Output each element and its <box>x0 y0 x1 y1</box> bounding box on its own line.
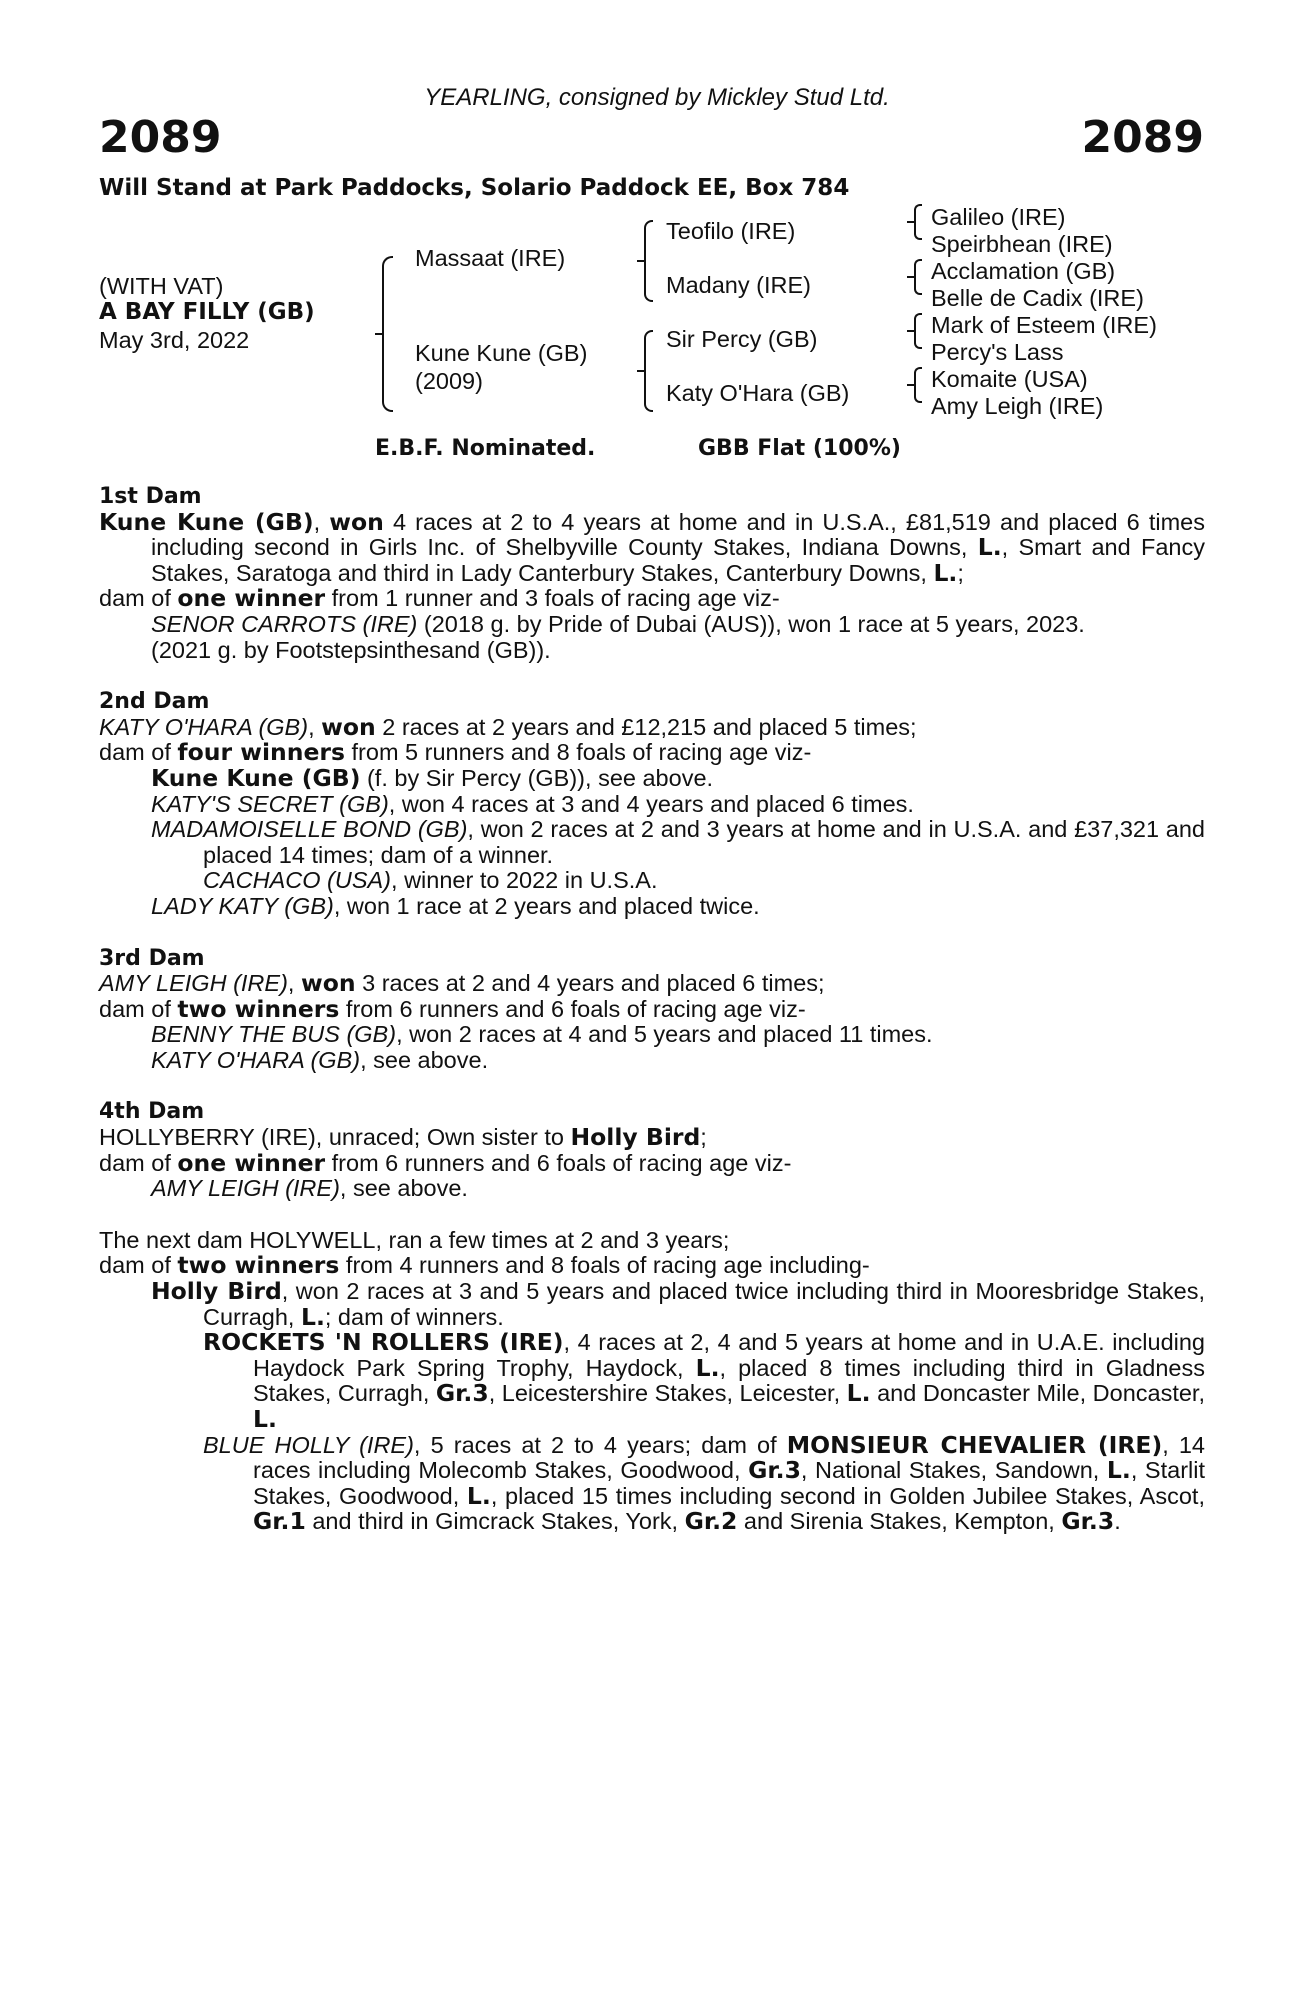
dam4-record <box>99 1125 1205 1151</box>
brace-dam <box>644 330 653 412</box>
g-8: Amy Leigh (IRE) <box>931 393 1104 419</box>
dam1-record-text-a: 4 races at 2 to 4 years at home and in U.S.A., £81,519 and placed 6 times including second in Girls Inc. of Shelbyville County Stakes, Indiana Downs, <box>151 508 1205 561</box>
dam2-record: KATY O'HARA (GB), won 2 races at 2 years and £12,215 and placed 5 times; <box>99 712 917 741</box>
dam4-runners: from 6 runners and 6 foals of racing age viz- <box>325 1149 792 1176</box>
blue-holly-name: BLUE HOLLY (IRE) <box>203 1431 414 1458</box>
g-6: Percy's Lass <box>931 339 1064 365</box>
ebf-note: E.B.F. Nominated. <box>375 436 596 461</box>
g-4: Belle de Cadix (IRE) <box>931 285 1144 311</box>
dam4-produce-1-text: , see above. <box>339 1175 468 1202</box>
dam2-heading: 2nd Dam <box>99 689 210 715</box>
g-7: Komaite (USA) <box>931 366 1088 392</box>
dam-of-label: dam of <box>99 1252 178 1279</box>
dam-of-label: dam of <box>99 585 178 612</box>
next-dam-winners: two winners <box>177 1251 340 1280</box>
dam4-produce-1 <box>99 1176 1205 1202</box>
dam1-won: won <box>329 507 384 536</box>
brace-gen1 <box>382 256 393 412</box>
mc-text-1: , 14 races including Molecomb Stakes, Goodwood, <box>253 1431 1205 1484</box>
dam4-produce-1-name: AMY LEIGH (IRE) <box>151 1175 340 1202</box>
dam3-record-text: 3 races at 2 and 4 years and placed 6 times; <box>355 970 825 997</box>
sire-dam: Madany (IRE) <box>666 272 811 298</box>
dam1-produce-summary <box>99 586 1205 612</box>
dam-sire: Sir Percy (GB) <box>666 326 818 352</box>
dam2-produce-2-name: KATY'S SECRET (GB) <box>151 790 389 817</box>
dam3-produce-summary <box>99 994 1205 1023</box>
dam4-sister: Holly Bird <box>570 1123 701 1152</box>
holly-bird-name: Holly Bird <box>151 1277 282 1306</box>
dam2-runners: from 5 runners and 8 foals of racing age viz- <box>345 739 812 766</box>
dam-of-label: dam of <box>99 739 178 766</box>
listed-badge: L. <box>300 1302 325 1331</box>
dam4-record-end: ; <box>700 1124 707 1151</box>
dam: Kune Kune (GB) <box>415 340 588 366</box>
mc-text-2: , National Stakes, Sandown, <box>800 1457 1107 1484</box>
dam3-produce-2-name: KATY O'HARA (GB) <box>151 1046 361 1073</box>
dam3-heading: 3rd Dam <box>99 945 205 971</box>
dam1-heading: 1st Dam <box>99 484 202 509</box>
listed-badge: L. <box>1106 1456 1131 1485</box>
bh-text-1: , 5 races at 2 to 4 years; dam of <box>413 1431 787 1458</box>
brace-g2 <box>914 259 922 295</box>
dam3-produce-1 <box>99 1022 1205 1048</box>
dam1-produce-1-name: SENOR CARROTS (IRE) <box>151 610 418 637</box>
dam2-produce-1 <box>99 763 1205 792</box>
dam3-produce-2-text: , see above. <box>360 1046 489 1073</box>
next-dam-runners: from 4 runners and 8 foals of racing age including- <box>339 1252 870 1279</box>
dam2-produce-3a <box>99 868 1205 894</box>
gbb-note: GBB Flat (100%) <box>698 436 901 461</box>
dam2-produce-4-name: LADY KATY (GB) <box>151 892 334 919</box>
dam3-produce-1-name: BENNY THE BUS (GB) <box>151 1021 397 1048</box>
dam3-record: AMY LEIGH (IRE), won 3 races at 2 and 4 years and placed 6 times; <box>99 969 825 998</box>
listed-badge: L. <box>466 1481 491 1510</box>
g-2: Speirbhean (IRE) <box>931 231 1113 257</box>
mc-text-5: and third in Gimcrack Stakes, York, <box>305 1508 685 1535</box>
horse-name: A BAY FILLY (GB) <box>99 299 315 325</box>
dam3-produce-2 <box>99 1048 1205 1074</box>
dam3-won: won <box>300 969 356 998</box>
dam4-winners: one winner <box>177 1148 326 1177</box>
g-5: Mark of Esteem (IRE) <box>931 312 1157 338</box>
rr-text-4: and Doncaster Mile, Doncaster, <box>870 1380 1205 1407</box>
listed-badge: L. <box>846 1379 871 1408</box>
mc-text-6: and Sirenia Stakes, Kempton, <box>737 1508 1062 1535</box>
listed-badge: L. <box>253 1405 277 1433</box>
consignor-line: YEARLING, consigned by Mickley Stud Ltd. <box>424 84 890 111</box>
next-dam-produce-summary <box>99 1253 1205 1279</box>
brace-g4 <box>914 367 922 403</box>
brace-g3 <box>914 313 922 349</box>
vat-note: (WITH VAT) <box>99 273 224 299</box>
dam1-record-text-b: , Smart and Fancy Stakes, Saratoga and third in Lady Canterbury Stakes, Canterbury Downs, <box>151 534 1206 586</box>
dam2-produce-1-name: Kune Kune (GB) <box>151 763 361 792</box>
dam2-name: KATY O'HARA (GB) <box>99 713 309 740</box>
dam1-name: Kune Kune (GB) <box>99 507 314 536</box>
dam1-record-text-c: ; <box>957 559 964 586</box>
dam1-runners: from 1 runner and 3 foals of racing age viz- <box>325 585 780 612</box>
dam3-produce-1-text: , won 2 races at 4 and 5 years and placed 11 times. <box>396 1021 933 1048</box>
group-badge: Gr.2 <box>684 1507 738 1536</box>
dam-of-label: dam of <box>99 995 178 1022</box>
dam4-heading: 4th Dam <box>99 1099 205 1125</box>
dam4-record-text: HOLLYBERRY (IRE), unraced; Own sister to <box>99 1124 571 1151</box>
holly-bird-end: ; dam of winners. <box>324 1303 504 1330</box>
dam2-produce-3a-name: CACHACO (USA) <box>203 867 392 894</box>
dam-year: (2009) <box>415 368 483 394</box>
sire: Massaat (IRE) <box>415 245 566 271</box>
dam2-produce-3-text: , won 2 races at 2 and 3 years at home and in U.S.A. and £37,321 and placed 14 times; dam of a winner. <box>203 816 1205 868</box>
dam1-produce-2: (2021 g. by Footstepsinthesand (GB)). <box>151 636 551 663</box>
dam1-produce-1-text: (2018 g. by Pride of Dubai (AUS)), won 1 race at 5 years, 2023. <box>417 610 1085 637</box>
dam2-won: won <box>321 712 376 741</box>
mc-text-4: , placed 15 times including second in Golden Jubilee Stakes, Ascot, <box>490 1482 1205 1509</box>
dam1-winners: one winner <box>177 584 326 613</box>
mc-end: . <box>1114 1508 1121 1535</box>
dam3-runners: from 6 runners and 6 foals of racing age viz- <box>339 995 806 1022</box>
rr-text-1: , 4 races at 2, 4 and 5 years at home and in U.A.E. including Haydock Park Spring Trophy, Haydock, <box>253 1329 1205 1381</box>
dam2-record-text: 2 races at 2 years and £12,215 and placed 5 times; <box>375 713 917 740</box>
rr-text-2: , placed 8 times including third in Gladness Stakes, Curragh, <box>253 1354 1205 1407</box>
dam2-produce-summary <box>99 740 1205 766</box>
group-badge: Gr.1 <box>253 1507 306 1536</box>
listed-badge: L. <box>933 558 958 587</box>
group-badge: Gr.3 <box>748 1456 801 1485</box>
listed-badge: L. <box>695 1353 720 1382</box>
dam1-produce-1 <box>99 612 1205 638</box>
holly-bird-text: , won 2 races at 3 and 5 years and placed twice including third in Mooresbridge Stakes, Curragh, <box>203 1278 1205 1330</box>
dam2-produce-2-text: , won 4 races at 3 and 4 years and placed 6 times. <box>388 790 914 817</box>
dam2-produce-2 <box>99 792 1205 818</box>
g-1: Galileo (IRE) <box>931 204 1066 230</box>
dam3-winners: two winners <box>177 994 340 1023</box>
dam2-produce-3a-text: , winner to 2022 in U.S.A. <box>391 867 658 894</box>
sire-sire: Teofilo (IRE) <box>666 218 796 244</box>
listed-badge: L. <box>977 533 1002 562</box>
dam3-name: AMY LEIGH (IRE) <box>99 970 288 997</box>
dam1-record: Kune Kune (GB), won 4 races at 2 to 4 years at home and in U.S.A., £81,519 and placed 6 times including second in Girls Inc. of Shelbyville County Stakes, Indiana Downs, L., Smart and Fancy Stakes, Saratoga and third in Lady Canterbury Stakes, Canterbury Downs, L.; <box>99 507 1206 587</box>
group-badge: Gr.3 <box>1061 1507 1115 1536</box>
lot-number-right: 2089 <box>1081 112 1204 163</box>
rockets-n-rollers-record <box>99 1330 1205 1432</box>
holly-bird-record <box>99 1279 1205 1330</box>
blue-holly-record <box>99 1430 1205 1536</box>
dam-of-label: dam of <box>99 1149 178 1176</box>
dam2-produce-3 <box>99 817 1205 868</box>
brace-g1 <box>914 204 922 240</box>
dam2-winners: four winners <box>177 738 345 767</box>
dam2-produce-4-text: , won 1 race at 2 years and placed twice. <box>333 892 760 919</box>
rr-text-3: , Leicestershire Stakes, Leicester, <box>488 1380 847 1407</box>
dam-dam: Katy O'Hara (GB) <box>666 380 850 406</box>
group-badge: Gr.3 <box>435 1379 489 1408</box>
next-dam-record: The next dam HOLYWELL, ran a few times at 2 and 3 years; <box>99 1226 730 1253</box>
rockets-n-rollers-name: ROCKETS 'N ROLLERS (IRE) <box>203 1328 564 1357</box>
mc-text-3: , Starlit Stakes, Goodwood, <box>253 1457 1205 1509</box>
brace-sire <box>644 220 653 302</box>
g-3: Acclamation (GB) <box>931 258 1116 284</box>
lot-number-left: 2089 <box>99 112 222 163</box>
dam2-produce-3-name: MADAMOISELLE BOND (GB) <box>151 816 468 843</box>
dam2-produce-1-text: (f. by Sir Percy (GB)), see above. <box>360 764 714 791</box>
produce-record <box>99 484 1205 1535</box>
dam2-produce-4 <box>99 894 1205 920</box>
stand-location: Will Stand at Park Paddocks, Solario Paddock EE, Box 784 <box>99 175 850 201</box>
monsieur-chevalier-name: MONSIEUR CHEVALIER (IRE) <box>786 1430 1163 1459</box>
dam4-produce-summary <box>99 1148 1205 1177</box>
foaling-date: May 3rd, 2022 <box>99 327 250 353</box>
